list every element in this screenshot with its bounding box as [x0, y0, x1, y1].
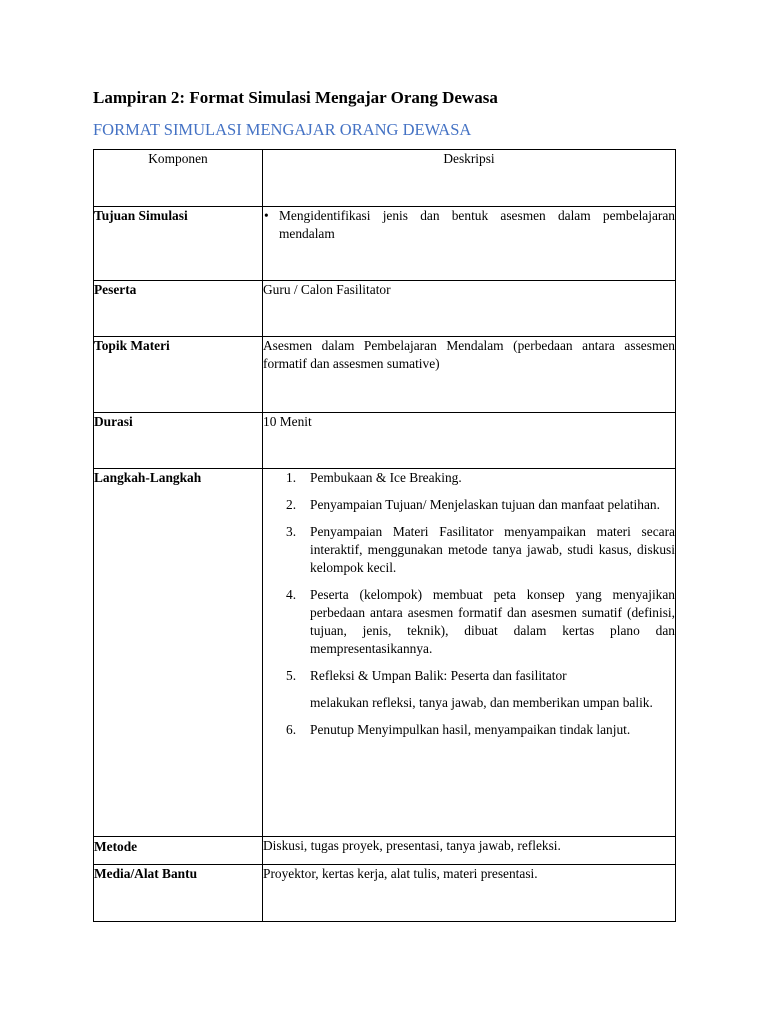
step-number: 3. [286, 524, 297, 539]
list-item [286, 667, 675, 712]
label-tujuan-simulasi: Tujuan Simulasi [94, 207, 263, 281]
step-text: Penyampaian Materi Fasilitator menyampaikan materi secara interaktif, menggunakan metode tanya jawab, studi kasus, diskusi kelompok kecil. [310, 524, 675, 575]
step-text: Peserta (kelompok) membuat peta konsep yang menyajikan perbedaan antara asesmen formatif dan asesmen sumatif (definisi, tujuan, jenis, teknik), dibuat dalam kertas plano dan mempresentasikannya. [310, 587, 675, 656]
step-number: 5. [286, 668, 297, 683]
label-media-alat-bantu: Media/Alat Bantu [94, 865, 263, 922]
table-header-row [94, 150, 676, 207]
desc-peserta: Guru / Calon Fasilitator [263, 281, 676, 337]
label-metode: Metode [94, 837, 263, 865]
label-langkah-langkah: Langkah-Langkah [94, 469, 263, 837]
desc-langkah-langkah [263, 469, 676, 837]
step-text: Pembukaan & Ice Breaking. [310, 470, 462, 485]
row-media-alat-bantu [94, 865, 676, 922]
row-topik-materi [94, 337, 676, 413]
desc-metode: Diskusi, tugas proyek, presentasi, tanya jawab, refleksi. [263, 837, 676, 865]
list-item [286, 586, 675, 658]
simulation-format-table [93, 149, 676, 922]
step-text: Penutup Menyimpulkan hasil, menyampaikan tindak lanjut. [310, 722, 631, 737]
list-item [264, 207, 675, 243]
list-item [286, 496, 675, 514]
desc-media-alat-bantu: Proyektor, kertas kerja, alat tulis, materi presentasi. [263, 865, 676, 922]
list-item [286, 721, 675, 739]
step-number: 1. [286, 470, 297, 485]
step-number: 2. [286, 497, 297, 512]
header-description: Deskripsi [263, 150, 676, 207]
row-durasi [94, 413, 676, 469]
bullet-icon: • [264, 208, 269, 223]
desc-topik-materi: Asesmen dalam Pembelajaran Mendalam (perbedaan antara assesmen formatif dan assesmen sumative) [263, 337, 676, 413]
desc-durasi: 10 Menit [263, 413, 676, 469]
row-langkah-langkah [94, 469, 676, 837]
row-metode [94, 837, 676, 865]
label-topik-materi: Topik Materi [94, 337, 263, 413]
row-peserta [94, 281, 676, 337]
label-durasi: Durasi [94, 413, 263, 469]
format-subheading: FORMAT SIMULASI MENGAJAR ORANG DEWASA [93, 120, 472, 139]
step-text: Penyampaian Tujuan/ Menjelaskan tujuan dan manfaat pelatihan. [310, 497, 660, 512]
tujuan-bullet-text: Mengidentifikasi jenis dan bentuk asesmen dalam pembelajaran mendalam [279, 208, 675, 241]
step-text: Refleksi & Umpan Balik: Peserta dan fasilitator [310, 668, 567, 683]
tujuan-bullet-list [263, 207, 675, 243]
row-tujuan-simulasi [94, 207, 676, 281]
document-heading: Lampiran 2: Format Simulasi Mengajar Orang Dewasa [93, 88, 498, 107]
list-item [286, 469, 675, 487]
steps-list [263, 469, 675, 739]
step-number: 4. [286, 587, 297, 602]
desc-tujuan-simulasi [263, 207, 676, 281]
step-number: 6. [286, 722, 297, 737]
header-component: Komponen [94, 150, 263, 207]
list-item [286, 523, 675, 577]
label-peserta: Peserta [94, 281, 263, 337]
step-continuation-text: melakukan refleksi, tanya jawab, dan memberikan umpan balik. [310, 695, 653, 710]
